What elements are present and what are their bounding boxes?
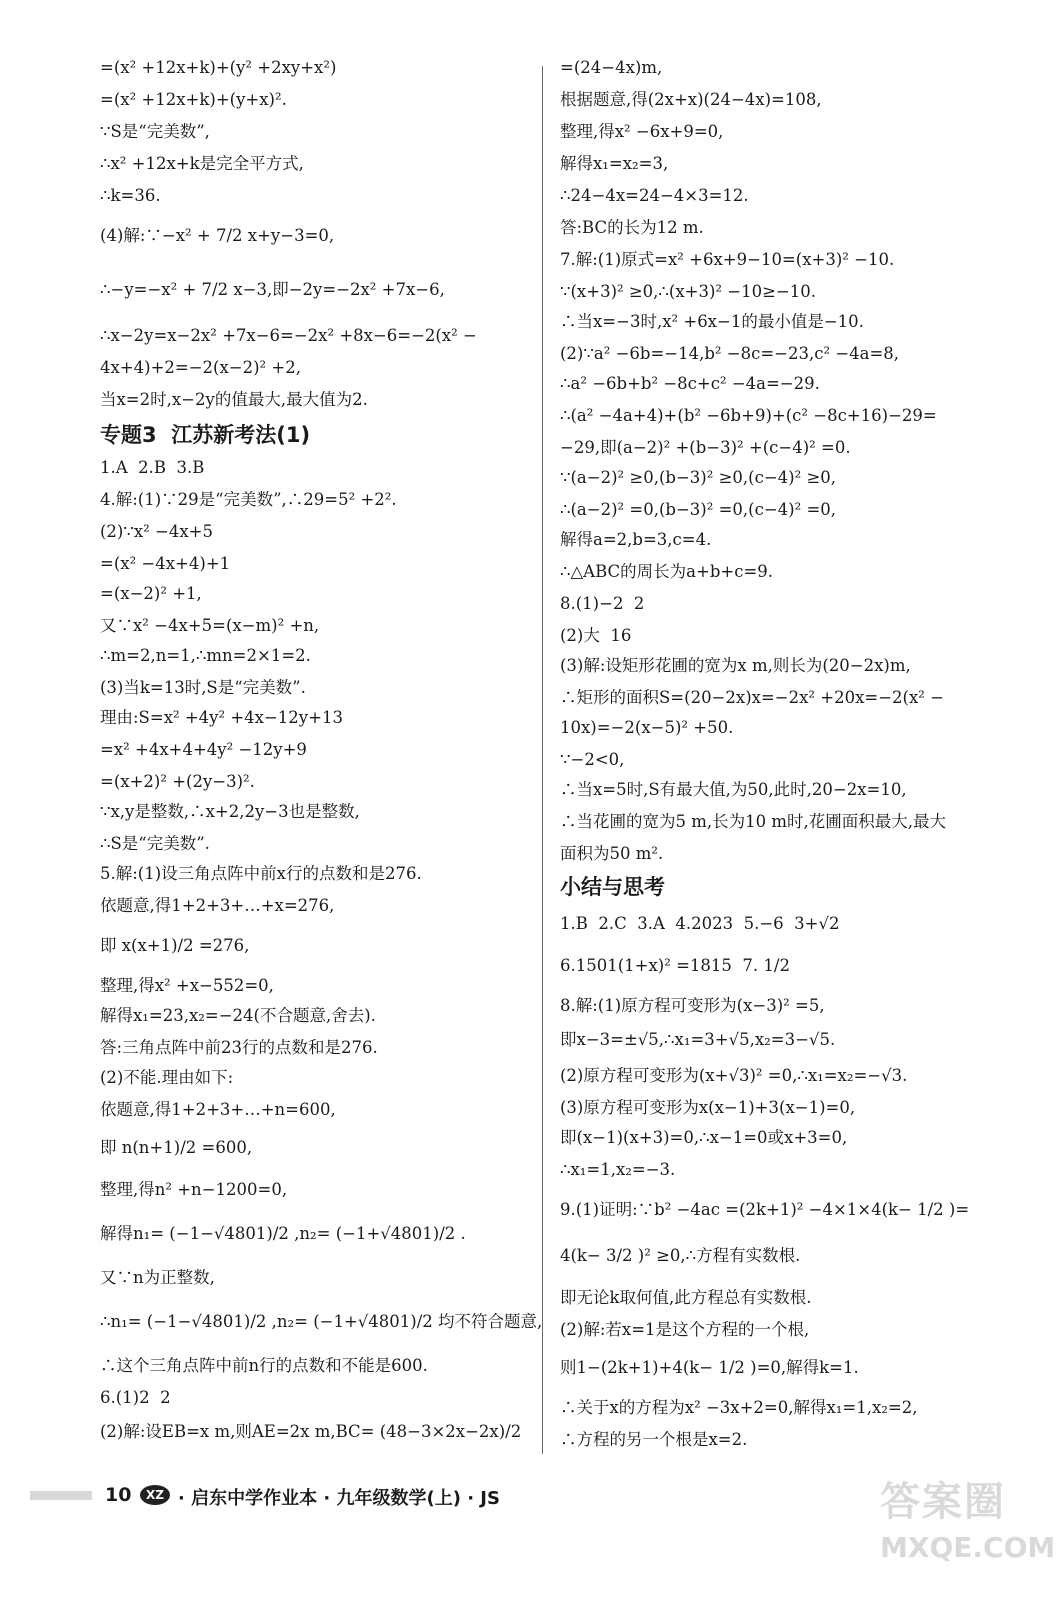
text-line: 依题意,得1+2+3+…+x=276, xyxy=(100,896,335,915)
text-line: ∵−2<0, xyxy=(560,750,625,769)
text-line: (2)不能.理由如下: xyxy=(100,1068,234,1087)
text-line: 即 x(x+1)/2 =276, xyxy=(100,936,250,955)
text-line: 答:三角点阵中前23行的点数和是276. xyxy=(100,1038,378,1057)
text-line: 1.A 2.B 3.B xyxy=(100,458,205,477)
text-line: 4.解:(1)∵29是“完美数”,∴29=5² +2². xyxy=(100,490,397,509)
footer-decoration xyxy=(30,1491,92,1500)
text-line: 8.(1)−2 2 xyxy=(560,594,645,613)
text-line: ∴−y=−x² + 7/2 x−3,即−2y=−2x² +7x−6, xyxy=(100,280,445,299)
text-line: ∴(a² −4a+4)+(b² −6b+9)+(c² −8c+16)−29= xyxy=(560,406,937,425)
text-line: ∴△ABC的周长为a+b+c=9. xyxy=(560,562,774,581)
text-line: ∴x² +12x+k是完全平方式, xyxy=(100,154,304,173)
text-line: =x² +4x+4+4y² −12y+9 xyxy=(100,740,307,759)
watermark xyxy=(880,1470,1056,1580)
text-line: 则1−(2k+1)+4(k− 1/2 )=0,解得k=1. xyxy=(560,1358,859,1377)
text-line: ∴当x=−3时,x² +6x−1的最小值是−10. xyxy=(560,312,864,331)
text-line: 根据题意,得(2x+x)(24−4x)=108, xyxy=(560,90,822,109)
column-divider xyxy=(542,66,543,1454)
text-line: 又∵x² −4x+5=(x−m)² +n, xyxy=(100,616,320,635)
text-line: 解得n₁= (−1−√4801)/2 ,n₂= (−1+√4801)/2 . xyxy=(100,1224,466,1243)
text-line: 答:BC的长为12 m. xyxy=(560,218,704,237)
page-number: 10 xyxy=(105,1484,132,1506)
text-line: ∵(x+3)² ≥0,∴(x+3)² −10≥−10. xyxy=(560,282,816,301)
text-line: (3)解:设矩形花圃的宽为x m,则长为(20−2x)m, xyxy=(560,656,911,675)
text-line: ∴这个三角点阵中前n行的点数和不能是600. xyxy=(100,1356,428,1375)
text-line: (2)解:设EB=x m,则AE=2x m,BC= (48−3×2x−2x)/2 xyxy=(100,1422,522,1441)
text-line: 6.(1)2 2 xyxy=(100,1388,171,1407)
text-line: 4(k− 3/2 )² ≥0,∴方程有实数根. xyxy=(560,1246,801,1265)
text-line: 整理,得x² −6x+9=0, xyxy=(560,122,724,141)
text-line: (2)∵a² −6b=−14,b² −8c=−23,c² −4a=8, xyxy=(560,344,900,363)
text-line: (3)当k=13时,S是“完美数”. xyxy=(100,678,306,697)
section-heading: 专题3 江苏新考法(1) xyxy=(100,423,311,447)
text-line: ∴S是“完美数”. xyxy=(100,834,210,853)
text-line: ∴方程的另一个根是x=2. xyxy=(560,1430,748,1449)
text-line: (2)解:若x=1是这个方程的一个根, xyxy=(560,1320,810,1339)
text-line: ∴(a−2)² =0,(b−3)² =0,(c−4)² =0, xyxy=(560,500,837,519)
text-line: ∴当花圃的宽为5 m,长为10 m时,花圃面积最大,最大 xyxy=(560,812,947,831)
text-line: 即x−3=±√5,∴x₁=3+√5,x₂=3−√5. xyxy=(560,1030,836,1049)
text-line: 1.B 2.C 3.A 4.2023 5.−6 3+√2 xyxy=(560,914,840,933)
text-line: 整理,得x² +x−552=0, xyxy=(100,976,274,995)
text-line: (2)∵x² −4x+5 xyxy=(100,522,213,541)
text-line: 6.1501(1+x)² =1815 7. 1/2 xyxy=(560,956,790,975)
text-line: (4)解:∵−x² + 7/2 x+y−3=0, xyxy=(100,226,335,245)
text-line: 解得x₁=23,x₂=−24(不合题意,舍去). xyxy=(100,1006,376,1025)
text-line: ∵(a−2)² ≥0,(b−3)² ≥0,(c−4)² ≥0, xyxy=(560,468,837,487)
book-title: · 启东中学作业本 · 九年级数学(上) · JS xyxy=(178,1488,500,1509)
text-line: 即无论k取何值,此方程总有实数根. xyxy=(560,1288,812,1307)
text-line: =(x−2)² +1, xyxy=(100,584,202,603)
text-line: ∴n₁= (−1−√4801)/2 ,n₂= (−1+√4801)/2 均不符合题意, xyxy=(100,1312,543,1331)
text-line: 9.(1)证明:∵b² −4ac =(2k+1)² −4×1×4(k− 1/2 )= xyxy=(560,1200,970,1219)
text-line: =(x² +12x+k)+(y² +2xy+x²) xyxy=(100,58,337,77)
text-line: ∵S是“完美数”, xyxy=(100,122,210,141)
text-line: (2)原方程可变形为(x+√3)² =0,∴x₁=x₂=−√3. xyxy=(560,1066,908,1085)
text-line: 解得a=2,b=3,c=4. xyxy=(560,530,712,549)
text-line: 4x+4)+2=−2(x−2)² +2, xyxy=(100,358,301,377)
text-line: 理由:S=x² +4y² +4x−12y+13 xyxy=(100,708,343,727)
text-line: −29,即(a−2)² +(b−3)² +(c−4)² =0. xyxy=(560,438,851,457)
text-line: 依题意,得1+2+3+…+n=600, xyxy=(100,1100,336,1119)
text-line: ∴当x=5时,S有最大值,为50,此时,20−2x=10, xyxy=(560,780,907,799)
text-line: ∴矩形的面积S=(20−2x)x=−2x² +20x=−2(x² − xyxy=(560,688,944,707)
text-line: (3)原方程可变形为x(x−1)+3(x−1)=0, xyxy=(560,1098,856,1117)
text-line: ∴关于x的方程为x² −3x+2=0,解得x₁=1,x₂=2, xyxy=(560,1398,918,1417)
watermark-url: MXQE.COM xyxy=(880,1531,1056,1564)
text-line: =(x+2)² +(2y−3)². xyxy=(100,772,255,791)
text-line: 8.解:(1)原方程可变形为(x−3)² =5, xyxy=(560,996,825,1015)
text-line: =(24−4x)m, xyxy=(560,58,663,77)
publisher-logo: XZ xyxy=(140,1485,170,1505)
text-line: 又∵n为正整数, xyxy=(100,1268,215,1287)
text-line: ∴k=36. xyxy=(100,186,161,205)
text-line: 10x)=−2(x−5)² +50. xyxy=(560,718,734,737)
text-line: ∴a² −6b+b² −8c+c² −4a=−29. xyxy=(560,374,820,393)
text-line: ∵x,y是整数,∴x+2,2y−3也是整数, xyxy=(100,802,360,821)
text-line: (2)大 16 xyxy=(560,626,632,645)
text-line: ∴24−4x=24−4×3=12. xyxy=(560,186,749,205)
text-line: ∴m=2,n=1,∴mn=2×1=2. xyxy=(100,646,311,665)
text-line: 7.解:(1)原式=x² +6x+9−10=(x+3)² −10. xyxy=(560,250,895,269)
section-heading: 小结与思考 xyxy=(560,875,665,899)
text-line: 即 n(n+1)/2 =600, xyxy=(100,1138,253,1157)
text-line: 面积为50 m². xyxy=(560,844,664,863)
text-line: 5.解:(1)设三角点阵中前x行的点数和是276. xyxy=(100,864,422,883)
text-line: 当x=2时,x−2y的值最大,最大值为2. xyxy=(100,390,368,409)
text-line: 即(x−1)(x+3)=0,∴x−1=0或x+3=0, xyxy=(560,1128,848,1147)
text-line: ∴x−2y=x−2x² +7x−6=−2x² +8x−6=−2(x² − xyxy=(100,326,477,345)
text-line: 解得x₁=x₂=3, xyxy=(560,154,669,173)
text-line: =(x² −4x+4)+1 xyxy=(100,554,231,573)
text-line: 整理,得n² +n−1200=0, xyxy=(100,1180,288,1199)
text-line: ∴x₁=1,x₂=−3. xyxy=(560,1160,676,1179)
text-line: =(x² +12x+k)+(y+x)². xyxy=(100,90,287,109)
watermark-text: 答案圈 xyxy=(880,1479,1006,1525)
